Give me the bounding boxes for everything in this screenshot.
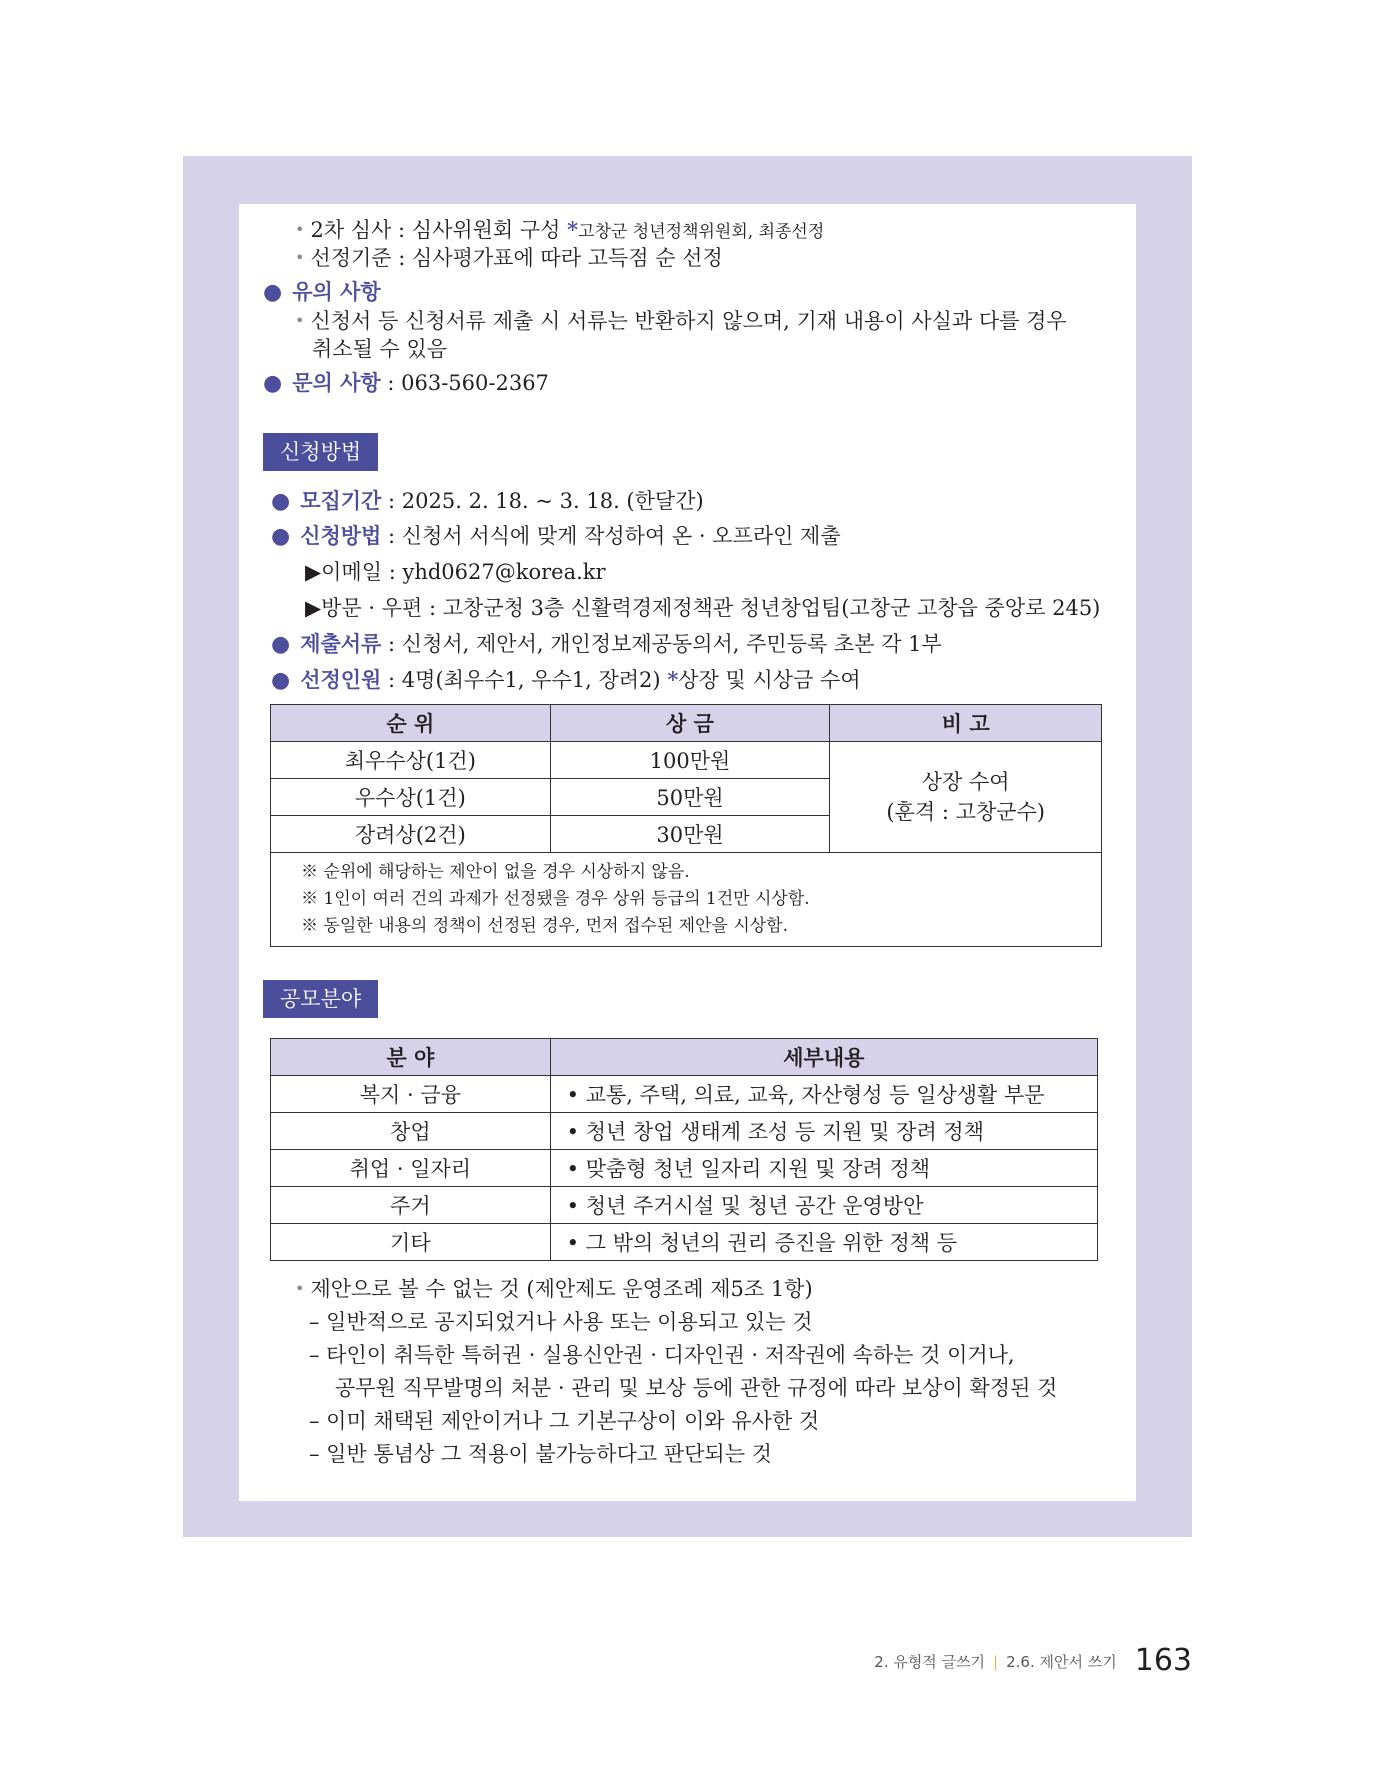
header-prize: 상 금 [550, 705, 830, 742]
caution-text-1: • 신청서 등 신청서류 제출 시 서류는 반환하지 않으며, 기재 내용이 사실과 다를 경우 [295, 309, 1067, 333]
table-row [271, 1224, 1098, 1261]
field-detail-cell: • 청년 창업 생태계 조성 등 지원 및 장려 정책 [550, 1113, 1097, 1150]
note-item: ※ 1인이 여러 건의 과제가 선정됐을 경우 상위 등급의 1건만 시상함. [301, 889, 810, 909]
note-item: ※ 동일한 내용의 정책이 선정된 경우, 먼저 접수된 제안을 시상함. [301, 916, 788, 936]
footer-section: 2.6. 제안서 쓰기 [1006, 1653, 1117, 1671]
rank-cell: 최우수상(1건) [271, 742, 551, 779]
email-line: ▶이메일 : yhd0627@korea.kr [305, 560, 606, 584]
visit-line: ▶방문 · 우편 : 고창군청 3층 신활력경제정책관 청년창업팀(고창군 고창읍 중앙로 245) [305, 596, 1101, 620]
footer-separator: | [993, 1653, 999, 1671]
period-line: ● 모집기간 : 2025. 2. 18. ~ 3. 18. (한달간) [271, 489, 704, 514]
content-frame [183, 156, 1192, 1537]
header-detail: 세부내용 [550, 1039, 1097, 1076]
exclusion-item: – 일반 통념상 그 적용이 불가능하다고 판단되는 것 [309, 1442, 772, 1466]
table-row [271, 1113, 1098, 1150]
apply-method-tag: 신청방법 [263, 433, 378, 471]
docs-line: ● 제출서류 : 신청서, 제안서, 개인정보제공동의서, 주민등록 초본 각 1부 [271, 632, 942, 657]
prize-cell: 30만원 [550, 816, 830, 853]
field-name-cell: 취업 · 일자리 [271, 1150, 551, 1187]
field-name-cell: 복지 · 금융 [271, 1076, 551, 1113]
exclusion-item: – 이미 채택된 제안이거나 그 기본구상이 이와 유사한 것 [309, 1409, 820, 1433]
prize-cell: 100만원 [550, 742, 830, 779]
second-review-line: • 2차 심사 : 심사위원회 구성 *고창군 청년정책위원회, 최종선정 [295, 217, 825, 242]
page-number: 163 [1134, 1643, 1192, 1678]
field-detail-cell: • 그 밖의 청년의 권리 증진을 위한 정책 등 [550, 1224, 1097, 1261]
criteria-line: • 선정기준 : 심사평가표에 따라 고득점 순 선정 [295, 246, 723, 270]
field-detail-cell: • 청년 주거시설 및 청년 공간 운영방안 [550, 1187, 1097, 1224]
header-remark: 비 고 [830, 705, 1102, 742]
note-item: ※ 순위에 해당하는 제안이 없을 경우 시상하지 않음. [301, 862, 690, 882]
header-field: 분 야 [271, 1039, 551, 1076]
field-table [270, 1038, 1098, 1261]
field-detail-cell: • 맞춤형 청년 일자리 지원 및 장려 정책 [550, 1150, 1097, 1187]
caution-heading: ● 유의 사항 [263, 280, 381, 305]
inquiry-line: ● 문의 사항 : 063-560-2367 [263, 371, 549, 396]
table-row [271, 1150, 1098, 1187]
header-rank: 순 위 [271, 705, 551, 742]
field-detail-cell: • 교통, 주택, 의료, 교육, 자산형성 등 일상생활 부문 [550, 1076, 1097, 1113]
field-table-header [271, 1039, 1098, 1076]
table-row [271, 1187, 1098, 1224]
field-name-cell: 주거 [271, 1187, 551, 1224]
exclusion-title: • 제안으로 볼 수 없는 것 (제안제도 운영조례 제5조 1항) [295, 1277, 813, 1301]
prize-cell: 50만원 [550, 779, 830, 816]
table-row [271, 1076, 1098, 1113]
exclusion-item: – 일반적으로 공지되었거나 사용 또는 이용되고 있는 것 [309, 1310, 813, 1334]
prize-table-header [271, 705, 1102, 742]
field-name-cell: 기타 [271, 1224, 551, 1261]
prize-table [270, 704, 1102, 947]
rank-cell: 장려상(2건) [271, 816, 551, 853]
exclusion-item-cont: 공무원 직무발명의 처분 · 관리 및 보상 등에 관한 규정에 따라 보상이 확정된 것 [335, 1376, 1058, 1400]
method-line: ● 신청방법 : 신청서 서식에 맞게 작성하여 온 · 오프라인 제출 [271, 524, 841, 549]
page-footer [874, 1638, 1192, 1678]
caution-text-2: 취소될 수 있음 [312, 337, 448, 361]
select-line: ● 선정인원 : 4명(최우수1, 우수1, 장려2) *상장 및 시상금 수여 [271, 667, 861, 693]
rank-cell: 우수상(1건) [271, 779, 551, 816]
remark-cell: 상장 수여 (훈격 : 고창군수) [830, 742, 1102, 853]
field-tag: 공모분야 [263, 980, 378, 1018]
exclusion-item: – 타인이 취득한 특허권 · 실용신안권 · 디자인권 · 저작권에 속하는 것 이거나, [309, 1343, 1015, 1367]
notes-row [271, 853, 1102, 947]
notes-cell [271, 853, 1102, 947]
field-name-cell: 창업 [271, 1113, 551, 1150]
content-panel [239, 204, 1136, 1501]
table-row [271, 742, 1102, 779]
footer-chapter: 2. 유형적 글쓰기 [874, 1653, 986, 1671]
